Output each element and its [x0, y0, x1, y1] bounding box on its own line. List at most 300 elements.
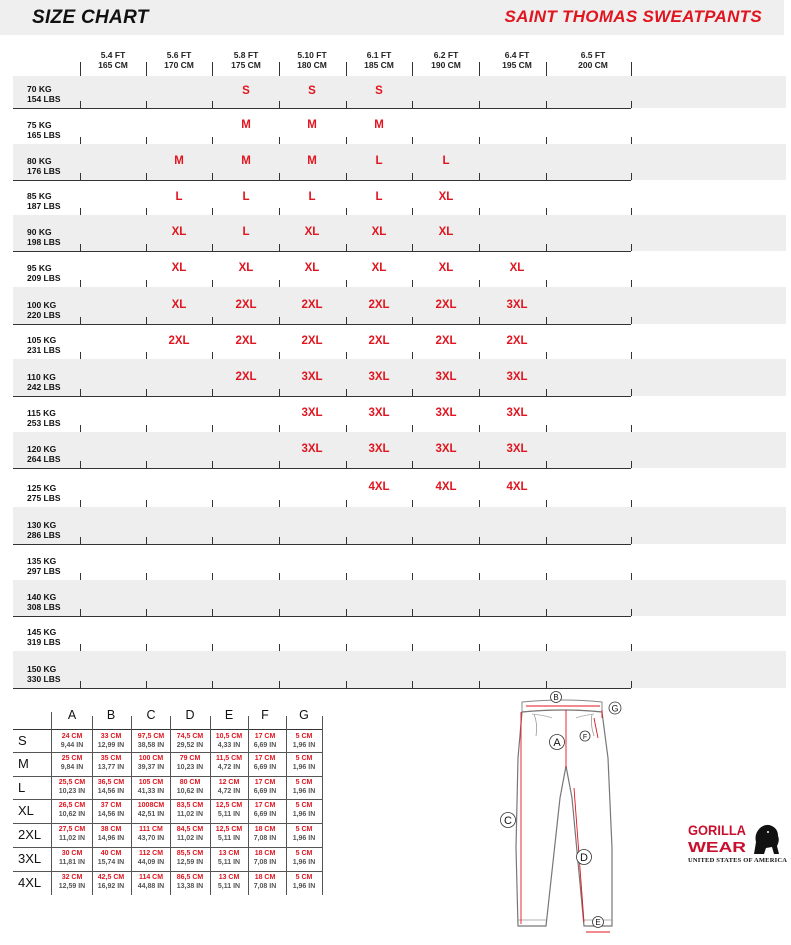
measure-value: [91, 873, 131, 891]
measure-in: 41,33 IN: [137, 788, 165, 795]
weight-lbs: 286 LBS: [27, 530, 61, 540]
measure-value: [209, 825, 249, 843]
size-recommendation: S: [308, 85, 316, 97]
weight-kg: 125 KG: [27, 483, 57, 493]
header-tick: [212, 62, 213, 76]
row-tick: [412, 573, 413, 580]
measure-row-rule: [13, 776, 322, 777]
height-cm: 170 CM: [164, 60, 194, 70]
row-tick: [346, 681, 347, 688]
weight-lbs: 330 LBS: [27, 674, 61, 684]
measure-in: 1,96 IN: [292, 742, 316, 749]
measure-in: 11,02 IN: [58, 835, 86, 842]
size-recommendation: XL: [171, 226, 187, 238]
marker-f: [580, 731, 590, 741]
measure-value: [245, 825, 285, 843]
measure-cm: 26,5 CM: [58, 802, 86, 809]
measure-cm: 80 CM: [179, 779, 201, 786]
row-tick: [346, 244, 347, 251]
measure-cm: 5 CM: [295, 779, 313, 786]
measure-value: [170, 849, 210, 867]
measure-value: [170, 732, 210, 750]
svg-text:D: D: [580, 852, 588, 864]
measure-size-label: S: [18, 733, 27, 748]
measure-value: [52, 778, 92, 796]
weight-kg: 100 KG: [27, 300, 57, 310]
size-recommendation: 4XL: [368, 480, 390, 493]
size-recommendation: 3XL: [506, 443, 528, 455]
row-tick: [346, 317, 347, 324]
row-tick: [346, 280, 347, 287]
row-tick: [479, 173, 480, 180]
size-recommendation: 3XL: [368, 407, 390, 419]
height-column-header: [146, 50, 212, 70]
measure-in: 39,37 IN: [137, 764, 165, 771]
size-recommendation: 3XL: [368, 370, 390, 383]
row-tick: [631, 644, 632, 651]
brand-logo: [688, 820, 784, 858]
height-ft: 5.6 FT: [166, 50, 192, 60]
row-tick: [146, 137, 147, 144]
measure-in: 1,96 IN: [292, 788, 316, 795]
height-column-header: [80, 50, 146, 70]
row-tick: [346, 173, 347, 180]
measure-in: 6,69 IN: [253, 764, 277, 771]
product-title: SAINT THOMAS SWEATPANTS: [504, 7, 762, 26]
measure-row-rule: [13, 823, 322, 824]
row-tick: [631, 352, 632, 359]
row-tick: [279, 280, 280, 287]
measure-value: [284, 849, 324, 867]
row-tick: [212, 461, 213, 468]
measure-in: 1,96 IN: [292, 859, 316, 866]
row-tick: [279, 101, 280, 108]
size-recommendation: S: [242, 85, 250, 97]
size-recommendation: XL: [304, 262, 320, 274]
row-tick: [212, 173, 213, 180]
weight-label: [27, 84, 87, 104]
row-tick: [146, 280, 147, 287]
row-tick: [279, 461, 280, 468]
row-tick: [631, 280, 632, 287]
weight-kg: 120 KG: [27, 444, 57, 454]
row-band: [13, 544, 786, 580]
height-column-header: [346, 50, 412, 70]
weight-lbs: 253 LBS: [27, 418, 61, 428]
measure-value: [170, 754, 210, 772]
size-recommendation: 2XL: [301, 298, 323, 311]
height-cm: 190 CM: [431, 60, 461, 70]
measure-cm: 30 CM: [61, 850, 83, 857]
measure-value: [131, 825, 171, 843]
measure-in: 6,69 IN: [253, 742, 277, 749]
measure-cm: 112 CM: [138, 850, 164, 857]
row-tick: [479, 644, 480, 651]
row-tick: [631, 461, 632, 468]
measure-value: [131, 801, 171, 819]
row-tick: [146, 461, 147, 468]
row-tick: [546, 280, 547, 287]
measure-value: [245, 778, 285, 796]
measure-in: 15,74 IN: [97, 859, 125, 866]
height-cm: 165 CM: [98, 60, 128, 70]
row-tick: [412, 137, 413, 144]
measure-in: 6,69 IN: [253, 811, 277, 818]
row-tick: [279, 389, 280, 396]
measure-cm: 5 CM: [295, 733, 313, 740]
measure-cm: 17 CM: [254, 802, 276, 809]
weight-kg: 135 KG: [27, 556, 57, 566]
row-tick: [146, 317, 147, 324]
header-tick: [479, 62, 480, 76]
row-tick: [212, 500, 213, 507]
row-tick: [212, 609, 213, 616]
row-tick: [279, 573, 280, 580]
size-recommendation: XL: [304, 226, 320, 238]
weight-kg: 150 KG: [27, 664, 57, 674]
weight-label: [27, 156, 87, 176]
height-cm: 185 CM: [364, 60, 394, 70]
row-tick: [146, 244, 147, 251]
measure-cm: 25,5 CM: [58, 779, 86, 786]
size-recommendation: L: [175, 190, 183, 203]
weight-label: [27, 335, 87, 355]
weight-label: [27, 627, 87, 647]
measure-in: 11,81 IN: [58, 859, 86, 866]
size-recommendation: L: [375, 190, 383, 203]
row-tick: [631, 609, 632, 616]
size-recommendation: 3XL: [506, 370, 528, 383]
size-recommendation: 2XL: [435, 334, 457, 347]
measure-in: 1,96 IN: [292, 764, 316, 771]
measure-cm: 17 CM: [254, 733, 276, 740]
measure-in: 29,52 IN: [176, 742, 204, 749]
size-recommendation: 3XL: [301, 443, 323, 455]
measure-in: 7,08 IN: [253, 835, 277, 842]
measure-value: [52, 849, 92, 867]
row-tick: [146, 609, 147, 616]
row-band: [13, 507, 786, 544]
measure-in: 10,23 IN: [58, 788, 86, 795]
size-recommendation: M: [374, 119, 384, 131]
measure-value: [209, 849, 249, 867]
height-column-header: [484, 50, 550, 70]
measure-value: [52, 801, 92, 819]
measure-in: 5,11 IN: [217, 811, 241, 818]
measure-in: 16,92 IN: [97, 883, 125, 890]
weight-lbs: 242 LBS: [27, 382, 61, 392]
measure-in: 43,70 IN: [137, 835, 165, 842]
measure-cm: 11,5 CM: [215, 755, 243, 762]
svg-text:F: F: [582, 734, 588, 741]
row-tick: [546, 101, 547, 108]
row-tick: [346, 461, 347, 468]
measure-cm: 86,5 CM: [176, 874, 204, 881]
measure-in: 5,11 IN: [217, 835, 241, 842]
height-ft: 5.10 FT: [297, 50, 327, 60]
measure-value: [131, 754, 171, 772]
measure-cm: 5 CM: [295, 850, 313, 857]
measure-size-label: M: [18, 756, 29, 771]
row-tick: [631, 173, 632, 180]
measure-column-header: C: [146, 708, 156, 722]
measure-cm: 12,5 CM: [215, 802, 243, 809]
header-tick: [80, 62, 81, 76]
size-recommendation: 2XL: [235, 370, 257, 383]
row-tick: [146, 537, 147, 544]
measure-cm: 35 CM: [100, 755, 122, 762]
height-ft: 6.2 FT: [433, 50, 459, 60]
row-tick: [212, 644, 213, 651]
row-tick: [346, 537, 347, 544]
marker-d: [577, 850, 592, 865]
row-tick: [412, 461, 413, 468]
row-tick: [412, 609, 413, 616]
row-tick: [346, 389, 347, 396]
row-tick: [346, 208, 347, 215]
size-recommendation: M: [241, 155, 251, 167]
row-band: [13, 651, 786, 688]
page-header: [0, 0, 784, 35]
weight-lbs: 275 LBS: [27, 493, 61, 503]
measure-value: [131, 732, 171, 750]
weight-lbs: 198 LBS: [27, 237, 61, 247]
row-tick: [412, 425, 413, 432]
header-tick: [412, 62, 413, 76]
size-recommendation: XL: [438, 262, 454, 274]
measure-value: [91, 754, 131, 772]
header-tick: [146, 62, 147, 76]
measure-cm: 12,5 CM: [215, 826, 243, 833]
measure-cm: 79 CM: [179, 755, 201, 762]
weight-kg: 130 KG: [27, 520, 57, 530]
measure-value: [284, 801, 324, 819]
measure-cm: 74,5 CM: [176, 733, 204, 740]
size-recommendation: XL: [371, 226, 387, 238]
row-tick: [479, 609, 480, 616]
row-tick: [631, 537, 632, 544]
row-tick: [479, 573, 480, 580]
row-tick: [212, 280, 213, 287]
row-tick: [212, 425, 213, 432]
row-tick: [479, 317, 480, 324]
measure-in: 10,23 IN: [176, 764, 204, 771]
row-tick: [546, 573, 547, 580]
measure-cm: 84,5 CM: [176, 826, 204, 833]
row-tick: [279, 609, 280, 616]
measure-in: 7,08 IN: [253, 859, 277, 866]
measure-in: 7,08 IN: [253, 883, 277, 890]
row-tick: [279, 644, 280, 651]
weight-label: [27, 444, 87, 464]
row-tick: [279, 137, 280, 144]
measure-cm: 5 CM: [295, 826, 313, 833]
measure-row-rule: [13, 752, 322, 753]
row-tick: [479, 101, 480, 108]
measure-column-header: F: [261, 708, 269, 722]
size-recommendation: 2XL: [368, 334, 390, 347]
row-tick: [279, 244, 280, 251]
size-recommendation: L: [242, 226, 250, 238]
measure-value: [209, 754, 249, 772]
row-tick: [412, 244, 413, 251]
weight-lbs: 308 LBS: [27, 602, 61, 612]
row-tick: [146, 352, 147, 359]
height-column-header: [413, 50, 479, 70]
row-tick: [546, 352, 547, 359]
measure-cm: 105 CM: [138, 779, 164, 786]
weight-label: [27, 408, 87, 428]
measure-value: [91, 778, 131, 796]
weight-kg: 80 KG: [27, 156, 52, 166]
row-tick: [546, 644, 547, 651]
marker-b: [551, 692, 562, 703]
size-recommendation: XL: [238, 262, 254, 274]
measure-in: 42,51 IN: [137, 811, 165, 818]
row-tick: [631, 244, 632, 251]
measure-value: [170, 873, 210, 891]
measure-value: [52, 732, 92, 750]
measure-in: 13,77 IN: [97, 764, 125, 771]
row-tick: [412, 352, 413, 359]
weight-kg: 110 KG: [27, 372, 56, 382]
row-tick: [412, 681, 413, 688]
height-ft: 6.4 FT: [504, 50, 530, 60]
measure-value: [284, 778, 324, 796]
row-band: [13, 580, 786, 616]
header-tick: [631, 62, 632, 76]
row-tick: [631, 573, 632, 580]
size-recommendation: 2XL: [301, 334, 323, 347]
measure-cm: 17 CM: [254, 779, 276, 786]
row-tick: [146, 208, 147, 215]
measure-value: [245, 873, 285, 891]
row-tick: [546, 317, 547, 324]
weight-lbs: 220 LBS: [27, 310, 61, 320]
size-recommendation: 3XL: [301, 407, 323, 419]
marker-g: [609, 702, 621, 714]
size-recommendation: XL: [509, 262, 525, 274]
row-tick: [546, 244, 547, 251]
row-tick: [479, 537, 480, 544]
measure-cm: 17 CM: [254, 755, 276, 762]
row-tick: [146, 101, 147, 108]
measure-value: [91, 801, 131, 819]
measure-size-label: XL: [18, 803, 34, 818]
measure-value: [245, 754, 285, 772]
weight-kg: 115 KG: [27, 408, 56, 418]
measure-in: 1,96 IN: [292, 835, 316, 842]
row-tick: [212, 573, 213, 580]
measure-cm: 27,5 CM: [58, 826, 86, 833]
measure-cm: 42,5 CM: [97, 874, 125, 881]
measure-value: [170, 825, 210, 843]
row-tick: [631, 389, 632, 396]
size-recommendation: XL: [171, 262, 187, 274]
row-tick: [412, 101, 413, 108]
row-tick: [346, 101, 347, 108]
row-tick: [279, 681, 280, 688]
row-tick: [146, 644, 147, 651]
measure-in: 9,44 IN: [60, 742, 84, 749]
weight-kg: 140 KG: [27, 592, 57, 602]
measure-cm: 25 CM: [61, 755, 83, 762]
row-tick: [346, 644, 347, 651]
row-tick: [146, 681, 147, 688]
measure-value: [245, 801, 285, 819]
header-tick: [279, 62, 280, 76]
size-recommendation: XL: [438, 190, 454, 203]
measure-row-rule: [13, 871, 322, 872]
measure-cm: 18 CM: [254, 826, 276, 833]
measure-cm: 12 CM: [218, 779, 240, 786]
measure-size-label: L: [18, 779, 26, 795]
weight-label: [27, 120, 87, 140]
measure-in: 1,96 IN: [292, 811, 316, 818]
svg-text:E: E: [595, 918, 601, 927]
measure-size-label: 2XL: [18, 827, 42, 842]
measure-cm: 5 CM: [295, 755, 313, 762]
measure-value: [245, 849, 285, 867]
size-recommendation: 3XL: [301, 370, 323, 383]
marker-e: [593, 917, 604, 928]
size-recommendation: M: [307, 119, 317, 131]
measure-cm: 32 CM: [61, 874, 83, 881]
row-tick: [479, 208, 480, 215]
marker-a: [550, 735, 565, 750]
size-recommendation: 3XL: [435, 370, 457, 383]
measure-cm: 85,5 CM: [176, 850, 204, 857]
measure-in: 14,96 IN: [97, 835, 125, 842]
row-tick: [279, 208, 280, 215]
svg-text:C: C: [504, 815, 512, 827]
measure-cm: 111 CM: [139, 826, 163, 833]
measure-in: 12,59 IN: [176, 859, 204, 866]
measure-value: [91, 825, 131, 843]
weight-kg: 85 KG: [27, 191, 52, 201]
row-tick: [479, 244, 480, 251]
row-tick: [212, 352, 213, 359]
row-tick: [346, 137, 347, 144]
row-tick: [631, 317, 632, 324]
height-ft: 5.4 FT: [100, 50, 126, 60]
measure-column-header: A: [67, 708, 77, 722]
measure-value: [209, 801, 249, 819]
size-recommendation: 2XL: [235, 298, 257, 311]
measure-cm: 13 CM: [218, 850, 240, 857]
row-tick: [212, 244, 213, 251]
height-cm: 175 CM: [231, 60, 261, 70]
row-tick: [546, 425, 547, 432]
measure-value: [284, 732, 324, 750]
row-tick: [279, 425, 280, 432]
row-tick: [479, 461, 480, 468]
row-tick: [146, 425, 147, 432]
weight-lbs: 319 LBS: [27, 637, 61, 647]
measure-cm: 37 CM: [100, 802, 122, 809]
header-tick: [546, 62, 547, 76]
svg-text:A: A: [553, 737, 561, 749]
measure-cm: 100 CM: [138, 755, 164, 762]
height-cm: 180 CM: [297, 60, 327, 70]
measure-row-rule: [13, 847, 322, 848]
row-tick: [346, 609, 347, 616]
row-tick: [212, 537, 213, 544]
weight-kg: 95 KG: [27, 263, 52, 273]
size-recommendation: M: [241, 119, 251, 131]
measure-cm: 40 CM: [100, 850, 122, 857]
height-ft: 6.1 FT: [366, 50, 392, 60]
